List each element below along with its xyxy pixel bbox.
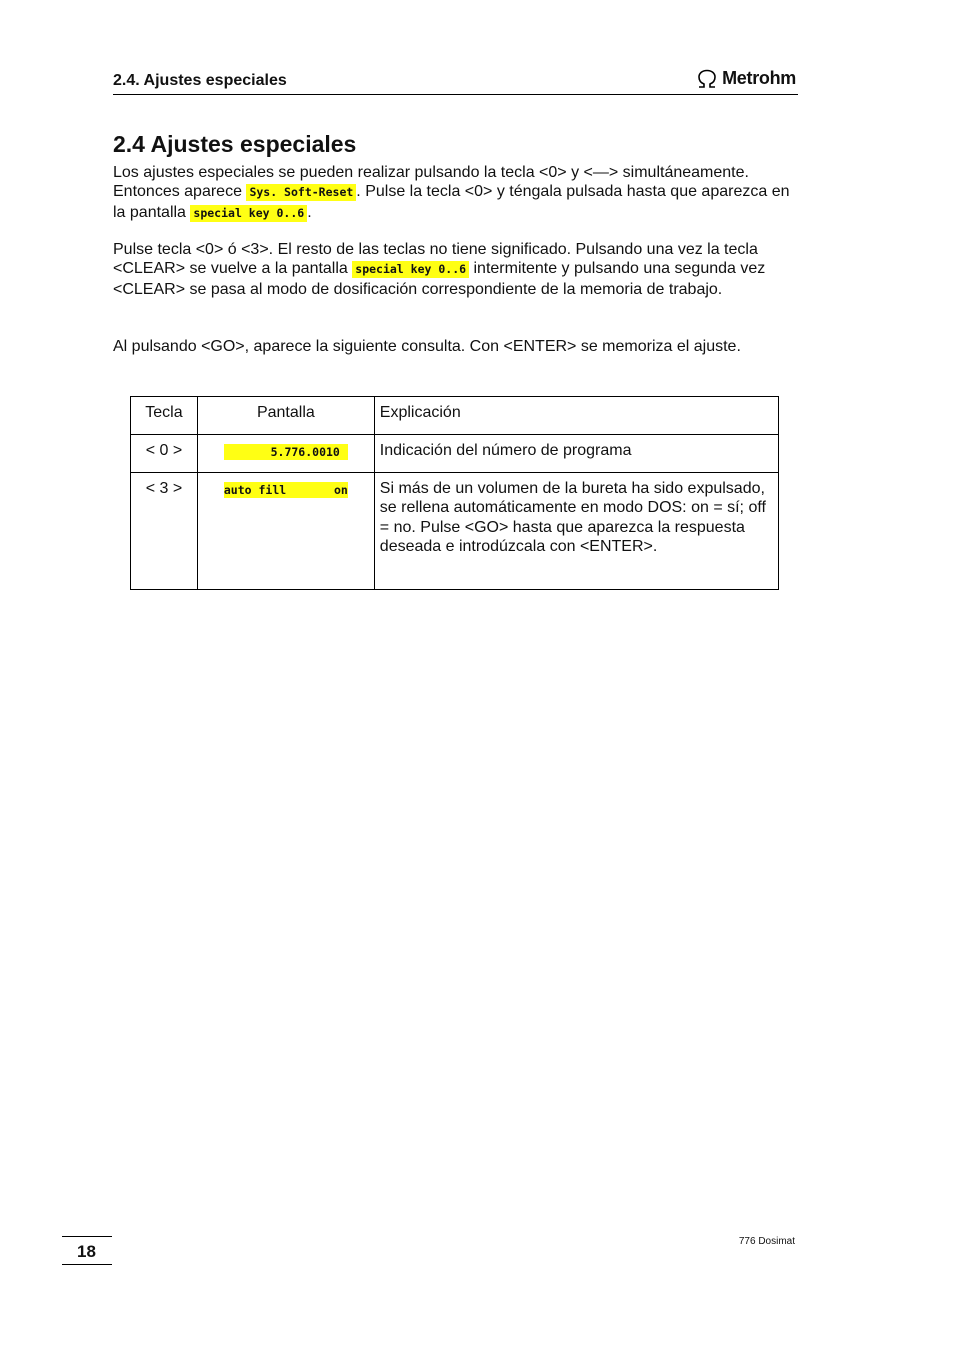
- display-auto-fill-label: auto fill: [223, 483, 287, 497]
- table-row: [131, 473, 779, 590]
- section-title: 2.4 Ajustes especiales: [113, 131, 357, 157]
- header-section-title: 2.4. Ajustes especiales: [113, 72, 287, 89]
- settings-table: [130, 396, 779, 590]
- display-program-number-text: 5.776.0010: [270, 445, 340, 459]
- row-key: < 3 >: [131, 473, 198, 590]
- row-explanation: Indicación del número de programa: [374, 435, 778, 473]
- display-auto-fill-value: on: [334, 483, 348, 497]
- para2-text-1: Pulse tecla <0> ó <3>. El resto de las teclas no tiene significado. Pulsando una vez la tecla <CLEAR> se vuelve a la pantalla: [113, 241, 758, 278]
- footer-product-name: 776 Dosimat: [738, 1236, 795, 1247]
- page-header: [113, 62, 798, 95]
- omega-icon: [696, 69, 718, 89]
- display-sys-soft-reset: Sys. Soft-Reset: [246, 184, 356, 201]
- para1-text-3: .: [307, 203, 312, 221]
- row-key: < 0 >: [131, 435, 198, 473]
- para1-text-1: Los ajustes especiales se pueden realizar pulsando la tecla <0> y <—> simultáneamente. Entonces aparece: [113, 164, 749, 201]
- display-program-number: [224, 444, 348, 460]
- row-display-cell: [197, 473, 374, 590]
- para1-text-2: . Pulse la tecla <0> y téngala pulsada hasta que aparezca en la pantalla: [113, 183, 790, 221]
- paragraph-intro: [113, 163, 803, 223]
- brand-logo: [696, 68, 796, 89]
- page-number-box: [62, 1236, 112, 1265]
- table-row: [131, 435, 779, 473]
- page-number: 18: [77, 1242, 96, 1261]
- para2-text-2: intermitente y pulsando una segunda vez <CLEAR> se pasa al modo de dosificación correspondiente de la memoria de trabajo.: [113, 260, 766, 298]
- paragraph-go: Al pulsando <GO>, aparece la siguiente consulta. Con <ENTER> se memoriza el ajuste.: [113, 338, 741, 355]
- display-auto-fill: [224, 482, 348, 498]
- table-header-row: [131, 397, 779, 435]
- brand-name: Metrohm: [722, 68, 796, 88]
- header-explanation: Explicación: [374, 397, 778, 435]
- header-key: Tecla: [131, 397, 198, 435]
- display-special-key-blinking: special key 0..6: [352, 261, 469, 278]
- paragraph-keys: [113, 240, 803, 299]
- header-display: Pantalla: [197, 397, 374, 435]
- row-explanation: Si más de un volumen de la bureta ha sido expulsado, se rellena automáticamente en modo DOS: on = sí; off = no. Pulse <GO> hasta que aparezca la respuesta deseada e introdúzcala con <ENTER>.: [374, 473, 778, 590]
- row-display-cell: [197, 435, 374, 473]
- display-special-key: special key 0..6: [190, 205, 307, 222]
